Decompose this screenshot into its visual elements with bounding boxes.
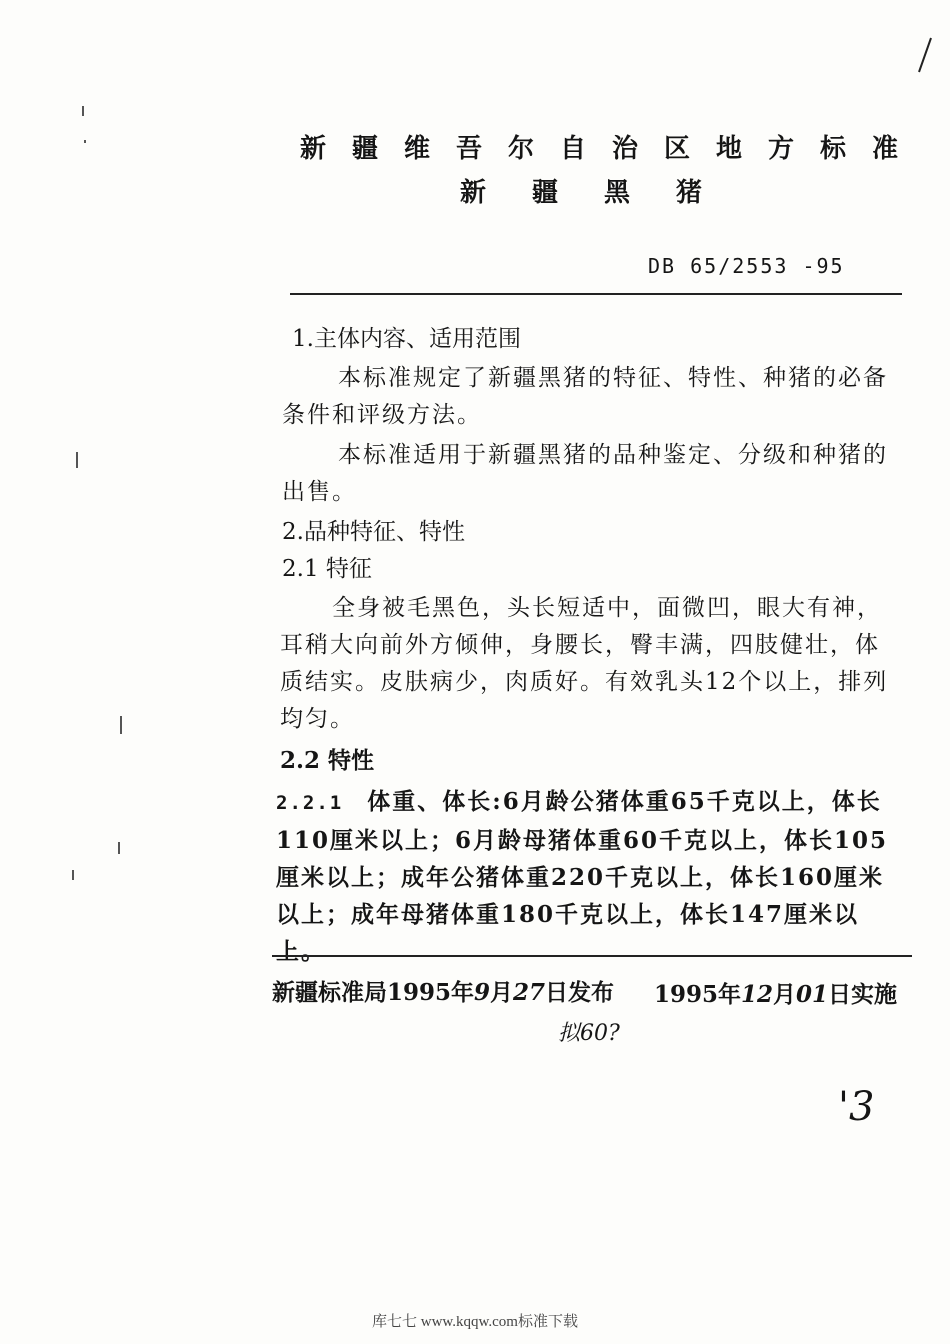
publish-label: 新疆标准局1995年 — [272, 979, 475, 1006]
section-1-paragraph-2: 本标准适用于新疆黑猪的品种鉴定、分级和种猪的出售。 — [282, 442, 888, 505]
scan-speck — [82, 106, 84, 116]
watermark: 库七七 www.kqqw.com标准下载 — [372, 1314, 578, 1330]
document-subtitle: 新疆黑猪 — [460, 178, 749, 208]
document-title: 新疆维吾尔自治区地方标准 — [300, 134, 925, 164]
effective-day-char: 日实施 — [828, 981, 898, 1008]
header-rule — [290, 293, 902, 295]
footer-rule — [272, 955, 912, 957]
standard-number: DB 65/2553 -95 — [648, 254, 845, 278]
scan-speck — [76, 452, 78, 468]
publish-day-handwritten: 27 — [513, 979, 546, 1006]
section-2-2-1-number: 2.2.1 — [276, 792, 344, 814]
handwritten-note: 拟60? — [558, 1021, 620, 1046]
effective-year: 1995年 — [654, 981, 742, 1008]
publish-month-handwritten: 9 — [474, 979, 491, 1006]
section-2-2-1-text: 体重、体长:6月龄公猪体重65千克以上，体长110厘米以上；6月龄母猪体重60千克以上，体长105厘米以上；成年公猪体重220千克以上，体长160厘米以上；成年母猪体重180千克以上，体长147厘米以上。 — [276, 788, 889, 965]
publish-month-char: 月 — [490, 979, 514, 1006]
effective-month-handwritten: 12 — [741, 981, 774, 1008]
publish-day-char: 日发布 — [545, 979, 615, 1006]
section-2-1-heading: 2.1 特征 — [282, 556, 372, 582]
margin-stroke — [915, 36, 935, 76]
scan-speck — [72, 870, 74, 880]
effective-month-char: 月 — [773, 981, 797, 1008]
scan-speck — [84, 140, 86, 143]
effective-day-handwritten: 01 — [796, 981, 829, 1008]
publish-date — [272, 974, 614, 1007]
section-2-1-paragraph: 全身被毛黑色，头长短适中，面微凹，眼大有神，耳稍大向前外方倾伸，身腰长，臀丰满，四肢健壮，体质结实。皮肤病少，肉质好。有效乳头12个以上，排列均匀。 — [280, 595, 889, 732]
section-2-2-1-paragraph — [276, 783, 904, 970]
scan-speck — [120, 716, 122, 734]
section-1-heading: 1.主体内容、适用范围 — [292, 326, 521, 352]
section-2-2-heading: 2.2 特性 — [280, 747, 375, 774]
section-1-paragraph-1: 本标准规定了新疆黑猪的特征、特性、种猪的必备条件和评级方法。 — [282, 365, 888, 428]
page-mark: '3 — [838, 1084, 875, 1130]
section-2-heading: 2.品种特征、特性 — [282, 519, 465, 545]
scan-speck — [118, 842, 120, 854]
effective-date — [654, 976, 897, 1009]
